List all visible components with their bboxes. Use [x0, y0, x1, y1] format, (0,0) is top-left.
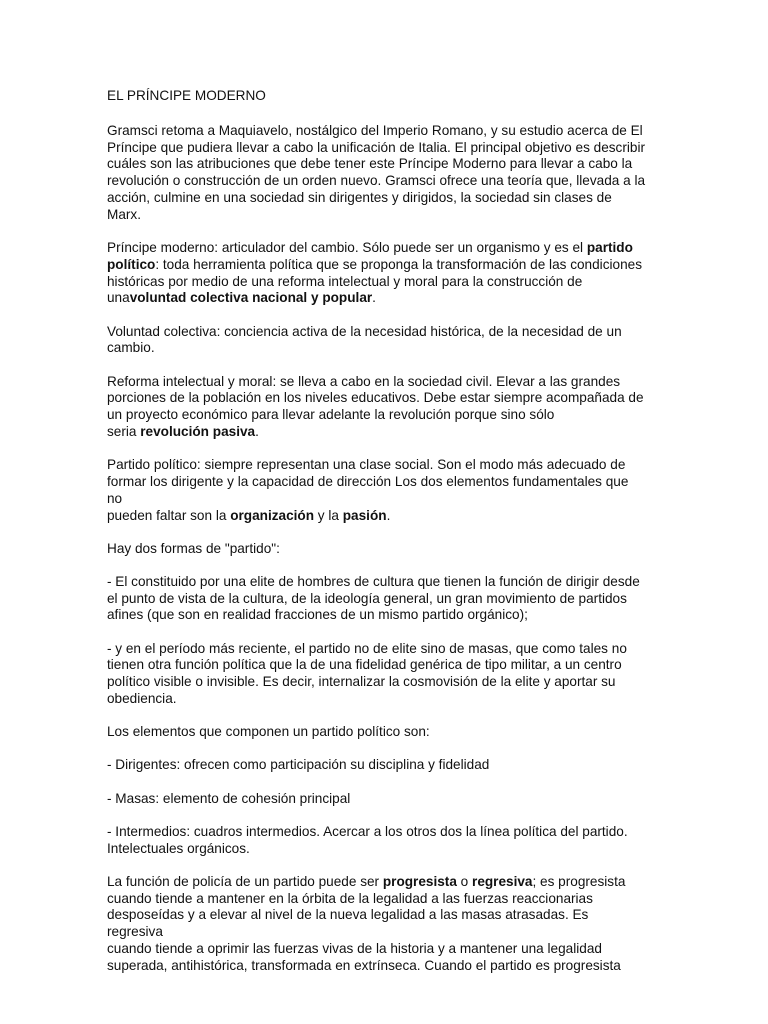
text-line: Hay dos formas de "partido":	[107, 540, 280, 556]
text-line: obediencia.	[107, 691, 177, 707]
text-line: ; es progresista	[532, 873, 626, 889]
text-line: superada, antihistórica, transformada en extrínseca. Cuando el partido es progresista	[107, 957, 621, 973]
text-line: pueden faltar son la	[107, 507, 231, 523]
text-line: cuando tiende a oprimir las fuerzas vivas de la historia y a mantener una legalidad	[107, 940, 602, 956]
text-line: afines (que son en realidad fracciones de un mismo partido orgánico);	[107, 607, 528, 623]
text-line: : toda herramienta política que se proponga la transformación de las condiciones	[155, 256, 642, 272]
paragraph-partido-politico	[107, 457, 647, 524]
text-line: desposeídas y a elevar al nivel de la nueva legalidad a las masas atrasadas. Es regresiva	[107, 907, 589, 940]
text-line: un proyecto económico para llevar adelante la revolución porque sino sólo	[107, 407, 555, 423]
text-line: seria	[107, 423, 141, 439]
paragraph-elementos	[107, 724, 647, 741]
text-line: Príncipe moderno: articulador del cambio. Sólo puede ser un organismo y es el	[107, 239, 587, 255]
text-line: Reforma intelectual y moral: se lleva a cabo en la sociedad civil. Elevar a las grandes	[107, 373, 621, 389]
text-line: y la	[314, 507, 343, 523]
text-line: - y en el período más reciente, el partido no de elite sino de masas, que como tales no	[107, 640, 627, 656]
bold-term: progresista	[382, 873, 457, 889]
text-line: históricas por medio de una reforma intelectual y moral para la construcción de	[107, 273, 583, 289]
text-line: el punto de vista de la cultura, de la ideología general, un gran movimiento de partidos	[107, 590, 627, 606]
paragraph-reforma-intelectual	[107, 374, 647, 441]
text-line: .	[372, 290, 376, 306]
paragraph-gramsci-intro	[107, 123, 647, 224]
paragraph-voluntad-colectiva	[107, 324, 647, 358]
document-body	[107, 88, 647, 991]
paragraph-funcion-policia	[107, 874, 647, 975]
text-line: acción, culmine en una sociedad sin dirigentes y dirigidos, la sociedad sin clases de Marx.	[107, 189, 612, 222]
text-line: Intelectuales orgánicos.	[107, 840, 250, 856]
bold-term: voluntad colectiva nacional y popular	[129, 290, 373, 306]
text-line: cuando tiende a mantener en la órbita de la legalidad a las fuerzas reaccionarias	[107, 890, 593, 906]
text-line: - Masas: elemento de cohesión principal	[107, 790, 351, 806]
text-line: - El constituido por una elite de hombres de cultura que tienen la función de dirigir desde	[107, 573, 640, 589]
text-line: Partido político: siempre representan una clase social. Son el modo más adecuado de	[107, 457, 626, 473]
paragraph-dos-formas	[107, 541, 647, 558]
text-line: político visible o invisible. Es decir, internalizar la cosmovisión de la elite y aportar su	[107, 674, 616, 690]
bold-term: regresiva	[472, 873, 533, 889]
text-line: porciones de la población en los niveles educativos. Debe estar siempre acompañada de	[107, 390, 644, 406]
bold-term: revolución pasiva	[140, 423, 256, 439]
paragraph-dirigentes	[107, 757, 647, 774]
text-line: .	[255, 423, 259, 439]
text-line: - Intermedios: cuadros intermedios. Acercar a los otros dos la línea política del partido.	[107, 823, 628, 839]
text-line: Gramsci retoma a Maquiavelo, nostálgico del Imperio Romano, y su estudio acerca de El	[107, 122, 643, 138]
bold-term: partido	[586, 239, 633, 255]
text-line: cambio.	[107, 340, 155, 356]
text-line: revolución o construcción de un orden nuevo. Gramsci ofrece una teoría que, llevada a la	[107, 173, 646, 189]
text-line: La función de policía de un partido puede ser	[107, 873, 383, 889]
bold-term: político	[107, 256, 156, 272]
text-line: cuáles son las atribuciones que debe tener este Príncipe Moderno para llevar a cabo la	[107, 156, 633, 172]
document-title: EL PRÍNCIPE MODERNO	[107, 88, 266, 103]
paragraph-forma-masas	[107, 641, 647, 708]
text-line: Príncipe que pudiera llevar a cabo la unificación de Italia. El principal objetivo es describir	[107, 139, 646, 155]
text-line: Los elementos que componen un partido político son:	[107, 724, 430, 740]
text-line: - Dirigentes: ofrecen como participación su disciplina y fidelidad	[107, 757, 490, 773]
bold-term: organización	[230, 507, 315, 523]
bold-term: pasión	[342, 507, 387, 523]
text-line: tienen otra función política que la de una fidelidad genérica de tipo militar, a un centro	[107, 657, 622, 673]
paragraph-masas	[107, 791, 647, 808]
text-line: formar los dirigente y la capacidad de dirección Los dos elementos fundamentales que no	[107, 473, 629, 506]
text-line: Voluntad colectiva: conciencia activa de la necesidad histórica, de la necesidad de un	[107, 323, 622, 339]
paragraph-forma-elite	[107, 574, 647, 624]
text-line: o	[456, 873, 473, 889]
paragraph-principe-moderno	[107, 240, 647, 307]
text-line: .	[386, 507, 391, 523]
text-line: una	[107, 290, 130, 306]
paragraph-intermedios	[107, 824, 647, 858]
